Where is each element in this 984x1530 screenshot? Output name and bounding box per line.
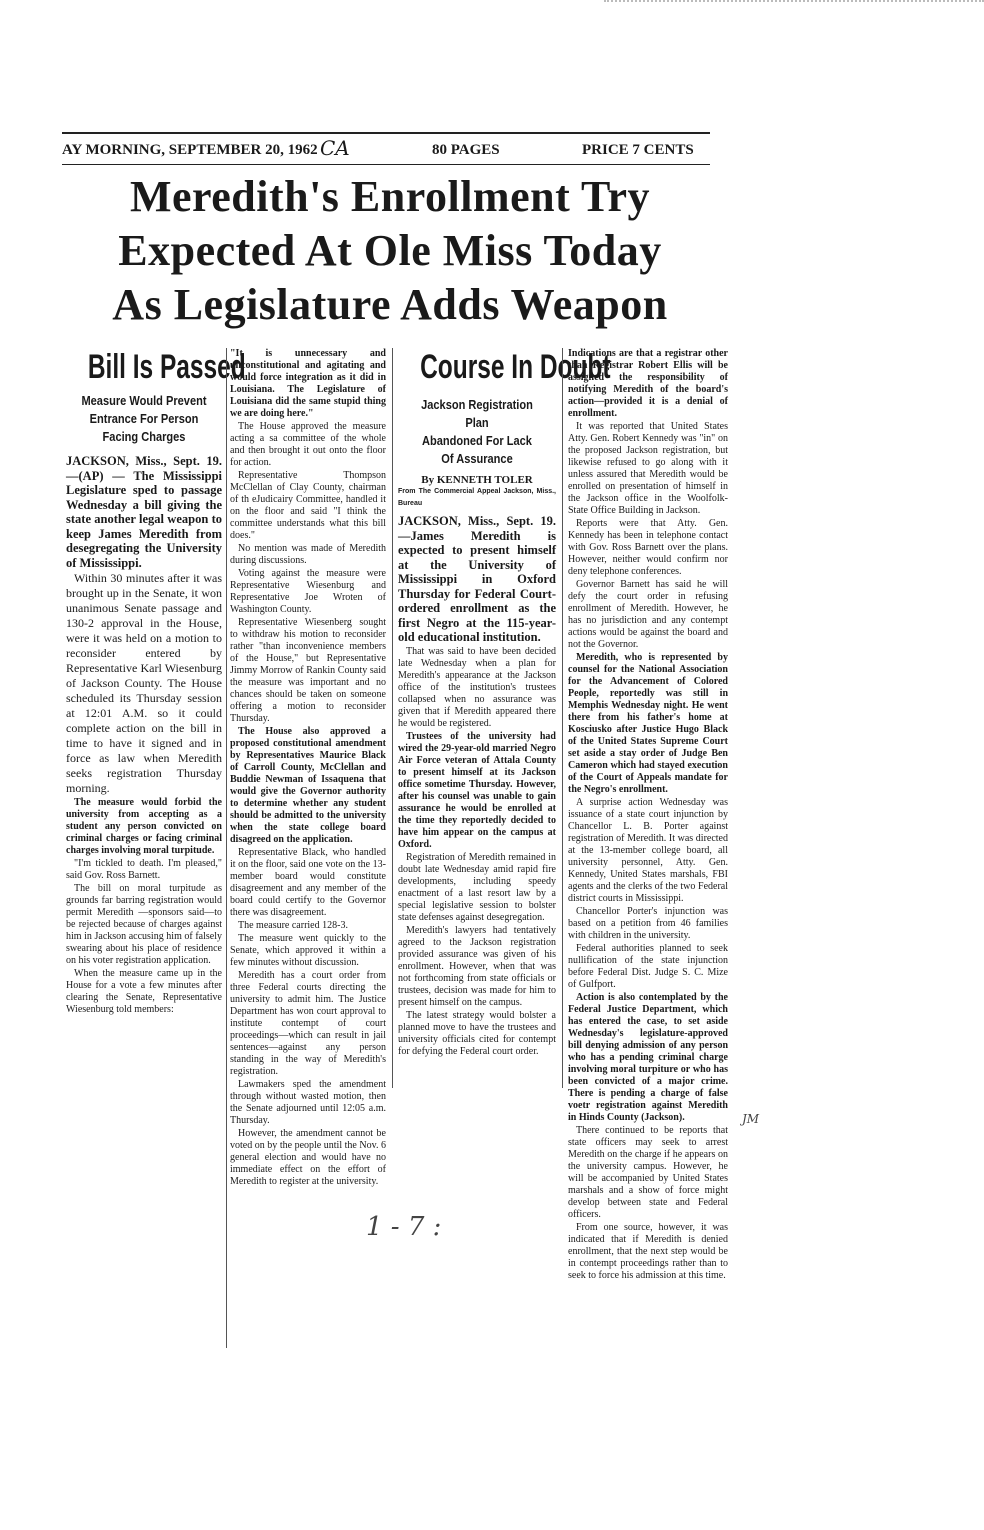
story2-lead: JACKSON, Miss., Sept. 19.—James Meredith is expected to present himself at the University of Mississippi in Oxford Thursday for Federal Court-ordered enrollment as the first Negro at the 115-year-old educational institution. (398, 514, 556, 644)
story1-para: Within 30 minutes after it was brought up in the Senate, it won unanimous Senate passage and 130-2 approval in the House, were it was held on a motion to reconsider entered by Representative Karl Wiesenburg of Jackson County. The House scheduled its Thursday session at 12:01 A.M. so it could complete action on the bill in time to have it signed and in force as law when Meredith seeks registration Thursday morning. (66, 571, 222, 795)
story2-cont-para: Meredith, who is represented by counsel for the National Association for the Advancement of Colored People, reportedly was still in Memphis Wednesday night. He went there from his father's home at Kosciusko after Justice Hugo Black of the United States Supreme Court set aside a stay order of Judge Ben Cameron which had stayed execution of the Court of Appeals mandate for the Negro's enrollment. (568, 652, 728, 795)
story1-cont-para: Meredith has a court order from three Federal courts directing the university to admit him. The Justice Department has won court approval to institute contempt of court proceedings—which can result in jail sentences—against any person standing in the way of Meredith's registration. (230, 970, 386, 1077)
story1-cont-para: Lawmakers sped the amendment through without wasted motion, then the Senate adjourned until 12:05 a.m. Thursday. (230, 1079, 386, 1126)
story1-cont-para: Representative Black, who handled it on the floor, said one vote on the 13-member board would constitute disagreement and any member of the board could certify to the Governor there was disagreement. (230, 847, 386, 918)
story2-para: That was said to have been decided late Wednesday when a plan for Meredith's appearance at the Jackson office of the institution's trustees collapsed when no assurance was given that if Meredith appeared there he would be registered. (398, 645, 556, 729)
column-1 (66, 348, 246, 1017)
story2-cont-para: Action is also contemplated by the Federal Justice Department, which has entered the case, to set aside Wednesday's legislature-approved bill denying admission of any person who has a pending criminal charge involving moral turpiture or who has been convicted of a major crime. There is pending a charge of false voetr registration against Meredith in Hinds County (Jackson). (568, 992, 728, 1123)
story2-byline: By KENNETH TOLER (421, 474, 533, 486)
story2-deck-2: Abandoned For Lack (422, 433, 532, 448)
story2-head: Course In Doubt (420, 348, 611, 386)
story2-cont-para: Chancellor Porter's injunction was based on a petition from 46 families with children in the university. (568, 906, 728, 941)
story1-cont-para: Representative Thompson McClellan of Clay County, chairman of th eJudicairy Committee, handled it on the floor and said "I think the committee understands what this bill does." (230, 470, 386, 541)
column-rule (392, 348, 393, 1088)
headline-line-1: Meredith's Enrollment Try (129, 172, 651, 221)
main-headline (70, 170, 710, 332)
story1-cont-para: Voting against the measure were Representative Wiesenburg and Representative Joe Wroten of Washington County. (230, 568, 386, 615)
masthead-pages: 80 PAGES (432, 142, 500, 158)
story2-cont-para: Governor Barnett has said he will defy the court order in refusing enrollment of Meredith. However, he has no jurisdiction and any contempt actions would be against the board and not the Governor. (568, 579, 728, 650)
story1-body (66, 454, 222, 1016)
story1-cont-para: "It is unnecessary and unconstitutional and agitating and would force integration as it did in Louisiana. The Legislature of Louisiana did the same stupid thing we are doing here." (230, 348, 386, 419)
masthead-dateline (62, 132, 710, 165)
story1-cont-para: No mention was made of Meredith during discussions. (230, 543, 386, 566)
story1-para: When the measure came up in the House for a vote a few minutes after clearing the Senate, Representative Wiesenburg told members: (66, 968, 222, 1015)
story1-para: "I'm tickled to death. I'm pleased," said Gov. Ross Barnett. (66, 858, 222, 881)
story2-cont-para: Indications are that a registrar other than Registrar Robert Ellis will be assigned the responsibility of notifying Meredith of the board's action—provided it is a denial of enrollment. (568, 348, 728, 419)
story1-para: The measure would forbid the university from accepting as a student any person convicted on criminal charges or facing criminal charges involving moral turpitude. (66, 797, 222, 856)
story2-cont-para: From one source, however, it was indicated that if Meredith is denied enrollment, that the next step would be in contempt proceedings rather than to seek to force his admission at this time. (568, 1222, 728, 1281)
story1-deck-1: Measure Would Prevent (81, 393, 207, 408)
story2-deck-3: Of Assurance (441, 451, 513, 466)
column-4 (568, 348, 728, 1283)
story2-cont-para: Reports were that Atty. Gen. Kennedy has been in telephone contact with Gov. Ross Barnett over the plans. However, neither would confirm nor deny telephone conferences. (568, 518, 728, 577)
story1-head: Bill Is Passed (87, 348, 246, 386)
story2-para: Registration of Meredith remained in doubt late Wednesday amid rapid fire developments, including speedy enactment of a last resort law by a special legislative session to bolster state defenses against desegregation. (398, 851, 556, 923)
story1-cont-para: The measure went quickly to the Senate, which approved it within a few minutes without discussion. (230, 933, 386, 968)
story2-deck-1: Jackson Registration Plan (421, 397, 533, 430)
archive-number: 1 - 7 : (366, 1212, 442, 1242)
story2-para: The latest strategy would bolster a planned move to have the trustees and university officials cited for contempt for defying the Federal court order. (398, 1009, 556, 1057)
column-2 (230, 348, 386, 1189)
newspaper-clipping (62, 132, 728, 1362)
story1-para: The bill on moral turpitude as grounds far barring registration would permit Meredith —sponsors said—to be rejected because of charges against him in Jackson accusing him of falsely swearing about his place of residence on his voter registration application. (66, 883, 222, 966)
story1-deck-2: Entrance For Person (89, 411, 199, 426)
headline-line-3: As Legislature Adds Weapon (112, 280, 668, 329)
story2-para: Meredith's lawyers had tentatively agreed to the Jackson registration provided assurance was given of his enrollment. However, when that was not forthcoming from state officials or trustees, decision was made for him to present himself on the campus. (398, 924, 556, 1008)
story2-cont-para: There continued to be reports that state officers may seek to arrest Meredith on the charge if he appears on the university campus. However, he will be accompanied by United States marshals and a show of force might develop between state and Federal officers. (568, 1125, 728, 1220)
story2-para: Trustees of the university had wired the 29-year-old married Negro Air Force veteran of Attala County to present himself at its Jackson office sometime Thursday. However, after his counsel was unable to gain assurance he would be enrolled at the time they reportedly decided to have him appear on the campus at Oxford. (398, 730, 556, 850)
column-rule (562, 348, 563, 1088)
story2-credit: From The Commercial Appeal Jackson, Miss., Bureau (398, 488, 556, 507)
story1-deck-3: Facing Charges (102, 429, 186, 444)
story1-cont-para: The measure carried 128-3. (238, 920, 348, 931)
story1-cont-para: However, the amendment cannot be voted on by the people until the Nov. 6 general election and would have no immediate effect on the effort of Meredith to register at the university. (230, 1128, 386, 1187)
story1-para: JACKSON, Miss., Sept. 19.—(AP) — The Mississippi Legislature sped to passage Wednesday a bill giving the state another legal weapon to keep James Meredith from desegregating the University of Mississippi. (66, 454, 222, 570)
handwritten-mark: CA (320, 136, 350, 160)
story1-cont-para: The House also approved a proposed constitutional amendment by Representatives Maurice Black of Carroll County, McClellan and Buddie Newman of Issaquena that would give the Governor authority to determine whether any student should be admitted to the university when the state college board disagreed on the application. (230, 726, 386, 845)
story1-cont-para: Representative Wiesenberg sought to withdraw his motion to reconsider rather "than inconvenience members of the House," but Representative Jimmy Morrow of Rankin County said the measure was important and no chances should be taken on someone offering a motion to reconsider Thursday. (230, 617, 386, 724)
masthead-date: AY MORNING, SEPTEMBER 20, 1962 (62, 142, 318, 158)
story2-cont-para: A surprise action Wednesday was issuance of a state court injunction by Chancellor L. B. Porter against registration of Meredith. It was directed at the 13-member college board, all university personnel, Atty. Gen. Kennedy, United States marshals, FBI agents and the clerks of the two Federal district courts in Mississippi. (568, 797, 728, 904)
edge-mark: JM (742, 1112, 760, 1126)
column-rule (226, 348, 227, 1348)
headline-line-2: Expected At Ole Miss Today (118, 226, 662, 275)
story2-cont-para: Federal authorities planned to seek nullification of the state injunction before Federal Dist. Judge S. C. Mize of Gulfport. (568, 943, 728, 990)
story1-cont-para: The House approved the measure acting a sa committee of the whole and then brought it out onto the floor for action. (230, 421, 386, 468)
masthead-price: PRICE 7 CENTS (582, 142, 694, 158)
story2-cont-para: It was reported that United States Atty. Gen. Robert Kennedy was "in" on the proposed Jackson registration, but likewise refused to go along with it unless assured that Meredith would be enrolled on presentation of himself in the Jackson office in the Woolfolk-State Office Building in Jackson. (568, 421, 728, 516)
top-edge-marks (604, 0, 984, 4)
column-3 (398, 348, 611, 1059)
